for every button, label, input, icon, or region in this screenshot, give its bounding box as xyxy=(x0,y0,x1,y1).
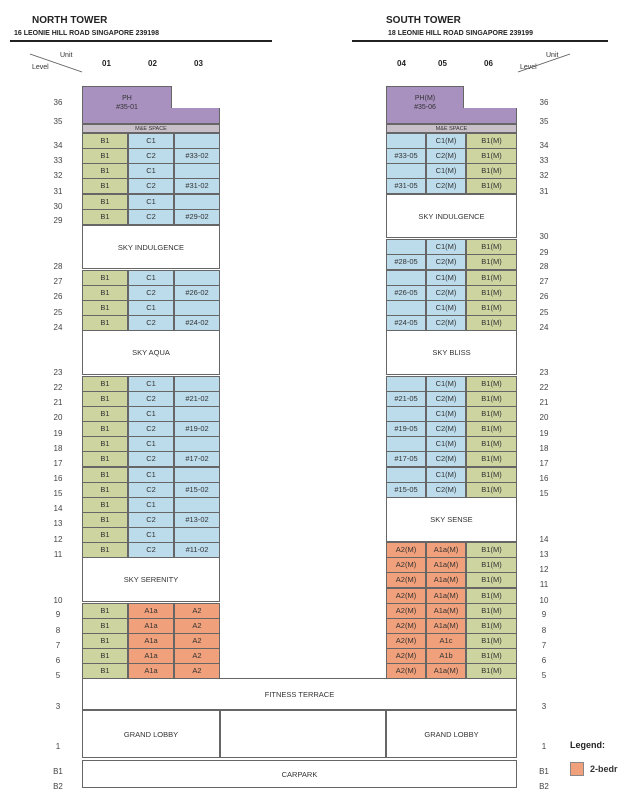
south-unit-cell xyxy=(386,376,426,392)
level-label-left: 11 xyxy=(53,550,63,559)
north-unit-cell: B1 xyxy=(82,178,128,194)
south-unit-label: Unit xyxy=(546,52,559,59)
level-label-right: 35 xyxy=(539,117,549,126)
south-mse-space: M&E SPACE xyxy=(386,124,517,133)
south-level-label: Level xyxy=(520,64,537,71)
north-unit-cell: C1 xyxy=(128,163,174,179)
fitness-terrace: FITNESS TERRACE xyxy=(82,678,517,710)
level-label-right: 3 xyxy=(541,702,547,711)
north-unit-label: Unit xyxy=(60,52,73,59)
north-unit-cell xyxy=(174,527,220,543)
level-label-left: 7 xyxy=(55,641,61,650)
level-label-right: 14 xyxy=(539,535,549,544)
north-unit-cell: B1 xyxy=(82,315,128,331)
north-unit-cell xyxy=(174,467,220,483)
south-unit-cell xyxy=(386,163,426,179)
level-label-left: 26 xyxy=(53,292,63,301)
south-unit-cell: B1(M) xyxy=(466,421,517,437)
south-unit-cell: #26-05 xyxy=(386,285,426,301)
north-unit-cell: B1 xyxy=(82,270,128,286)
level-label-left: 9 xyxy=(55,610,61,619)
level-label-left: 36 xyxy=(53,98,63,107)
north-mse-space: M&E SPACE xyxy=(82,124,220,133)
north-unit-cell: B1 xyxy=(82,436,128,452)
level-label-left: 31 xyxy=(53,187,63,196)
south-unit-cell: C2(M) xyxy=(426,451,466,467)
level-label-right: 17 xyxy=(539,459,549,468)
level-label-left: 21 xyxy=(53,398,63,407)
south-unit-cell: A1a(M) xyxy=(426,588,466,604)
south-unit-cell: A1c xyxy=(426,633,466,649)
level-label-left: 29 xyxy=(53,216,63,225)
south-tower-title: SOUTH TOWER xyxy=(386,15,461,26)
south-unit-cell: B1(M) xyxy=(466,451,517,467)
south-unit-cell: B1(M) xyxy=(466,482,517,498)
sky-indulgence-south: SKY INDULGENCE xyxy=(386,194,517,238)
level-label-right: 12 xyxy=(539,565,549,574)
north-unit-cell: B1 xyxy=(82,285,128,301)
south-unit-cell: C1(M) xyxy=(426,436,466,452)
carpark: CARPARK xyxy=(82,760,517,788)
south-unit-cell xyxy=(386,300,426,316)
north-unit-cell: B1 xyxy=(82,663,128,679)
south-unit-cell: B1(M) xyxy=(466,467,517,483)
south-unit-cell: B1(M) xyxy=(466,285,517,301)
north-unit-cell: B1 xyxy=(82,209,128,225)
north-unit-cell: #19-02 xyxy=(174,421,220,437)
south-unit-cell: B1(M) xyxy=(466,148,517,164)
south-unit-cell: A2(M) xyxy=(386,618,426,634)
north-unit-cell xyxy=(174,300,220,316)
south-unit-cell: B1(M) xyxy=(466,178,517,194)
level-label-right: 7 xyxy=(541,641,547,650)
north-unit-cell: C2 xyxy=(128,482,174,498)
level-label-left: 6 xyxy=(55,656,61,665)
north-unit-cell: C2 xyxy=(128,542,174,558)
south-unit-cell: C2(M) xyxy=(426,421,466,437)
unit-header-06: 06 xyxy=(484,59,493,68)
south-unit-cell: C2(M) xyxy=(426,178,466,194)
south-unit-cell: #24-05 xyxy=(386,315,426,331)
level-label-right: 34 xyxy=(539,141,549,150)
level-label-right: 23 xyxy=(539,368,549,377)
south-unit-cell: #17-05 xyxy=(386,451,426,467)
south-unit-cell: B1(M) xyxy=(466,436,517,452)
level-label-right: 27 xyxy=(539,277,549,286)
north-unit-cell xyxy=(174,133,220,149)
south-penthouse-name: PH(M) xyxy=(414,95,436,102)
legend-title: Legend: xyxy=(570,740,605,750)
level-label-left: 5 xyxy=(55,671,61,680)
level-label-right: 30 xyxy=(539,232,549,241)
north-unit-cell: B1 xyxy=(82,648,128,664)
north-unit-cell: #29-02 xyxy=(174,209,220,225)
south-unit-cell: B1(M) xyxy=(466,270,517,286)
level-label-left: 18 xyxy=(53,444,63,453)
unit-header-03: 03 xyxy=(194,59,203,68)
level-label-right: B1 xyxy=(539,767,549,776)
level-label-left: 19 xyxy=(53,429,63,438)
south-unit-cell: B1(M) xyxy=(466,633,517,649)
north-unit-cell xyxy=(174,376,220,392)
level-label-left: 25 xyxy=(53,308,63,317)
level-label-left: 34 xyxy=(53,141,63,150)
north-unit-cell: C2 xyxy=(128,451,174,467)
north-unit-cell: A1a xyxy=(128,648,174,664)
south-unit-cell: C2(M) xyxy=(426,254,466,270)
north-unit-cell: #21-02 xyxy=(174,391,220,407)
legend-2bedroom-swatch xyxy=(570,762,584,776)
south-unit-cell xyxy=(386,436,426,452)
south-unit-cell: A2(M) xyxy=(386,603,426,619)
south-unit-cell: A2(M) xyxy=(386,542,426,558)
north-unit-cell: C1 xyxy=(128,300,174,316)
south-unit-cell: A2(M) xyxy=(386,648,426,664)
south-unit-cell: #21-05 xyxy=(386,391,426,407)
south-unit-cell: C1(M) xyxy=(426,133,466,149)
sky-bliss: SKY BLISS xyxy=(386,330,517,375)
sky-serenity: SKY SERENITY xyxy=(82,557,220,602)
north-unit-cell: B1 xyxy=(82,633,128,649)
north-unit-cell: #31-02 xyxy=(174,178,220,194)
north-unit-cell: B1 xyxy=(82,542,128,558)
north-unit-cell: B1 xyxy=(82,527,128,543)
north-unit-cell: #11-02 xyxy=(174,542,220,558)
north-unit-cell: #33-02 xyxy=(174,148,220,164)
level-label-right: 8 xyxy=(541,626,547,635)
level-label-right: 25 xyxy=(539,308,549,317)
north-unit-cell: A2 xyxy=(174,633,220,649)
north-unit-cell: C1 xyxy=(128,406,174,422)
level-label-left: 14 xyxy=(53,504,63,513)
south-unit-cell: B1(M) xyxy=(466,542,517,558)
north-unit-cell: B1 xyxy=(82,148,128,164)
level-label-right: 19 xyxy=(539,429,549,438)
level-label-right: 16 xyxy=(539,474,549,483)
north-unit-cell: B1 xyxy=(82,391,128,407)
south-unit-cell: C2(M) xyxy=(426,482,466,498)
level-label-right: 5 xyxy=(541,671,547,680)
south-unit-cell: A1a(M) xyxy=(426,542,466,558)
level-label-left: B2 xyxy=(53,782,63,791)
level-label-right: 10 xyxy=(539,596,549,605)
north-penthouse-name: PH xyxy=(122,95,132,102)
sky-indulgence-north: SKY INDULGENCE xyxy=(82,225,220,269)
south-penthouse-unit: #35-06 xyxy=(414,104,436,111)
south-unit-cell: B1(M) xyxy=(466,239,517,255)
north-unit-cell: C1 xyxy=(128,436,174,452)
north-unit-cell: B1 xyxy=(82,482,128,498)
north-unit-cell: A1a xyxy=(128,603,174,619)
level-label-right: 32 xyxy=(539,171,549,180)
south-unit-cell: C1(M) xyxy=(426,163,466,179)
south-unit-cell: B1(M) xyxy=(466,133,517,149)
level-label-left: 23 xyxy=(53,368,63,377)
north-unit-cell: C1 xyxy=(128,270,174,286)
north-unit-cell xyxy=(174,270,220,286)
north-unit-cell: B1 xyxy=(82,467,128,483)
level-label-left: 10 xyxy=(53,596,63,605)
level-label-left: 3 xyxy=(55,702,61,711)
north-unit-cell: C2 xyxy=(128,285,174,301)
north-unit-cell: C1 xyxy=(128,194,174,210)
south-unit-cell xyxy=(386,133,426,149)
level-label-right: 9 xyxy=(541,610,547,619)
north-unit-cell: B1 xyxy=(82,194,128,210)
north-unit-cell xyxy=(174,194,220,210)
south-unit-cell: B1(M) xyxy=(466,406,517,422)
north-unit-cell: B1 xyxy=(82,406,128,422)
level-label-right: 13 xyxy=(539,550,549,559)
level-label-right: 18 xyxy=(539,444,549,453)
level-label-left: 15 xyxy=(53,489,63,498)
north-tower-title: NORTH TOWER xyxy=(32,15,108,26)
level-label-right: 15 xyxy=(539,489,549,498)
level-label-left: 28 xyxy=(53,262,63,271)
north-level-label: Level xyxy=(32,64,49,71)
north-unit-cell: C2 xyxy=(128,315,174,331)
north-unit-cell: A1a xyxy=(128,663,174,679)
north-unit-cell: B1 xyxy=(82,497,128,513)
level-label-right: 29 xyxy=(539,248,549,257)
legend-2bedroom-label: 2-bedr xyxy=(590,764,618,774)
north-unit-cell: #13-02 xyxy=(174,512,220,528)
south-unit-cell: C1(M) xyxy=(426,239,466,255)
south-unit-cell xyxy=(386,467,426,483)
level-label-right: B2 xyxy=(539,782,549,791)
south-unit-cell: B1(M) xyxy=(466,254,517,270)
north-unit-cell: C2 xyxy=(128,178,174,194)
south-unit-cell: A1a(M) xyxy=(426,603,466,619)
north-unit-cell: C2 xyxy=(128,512,174,528)
north-header-rule xyxy=(10,40,272,42)
south-unit-cell: B1(M) xyxy=(466,163,517,179)
north-unit-cell: C2 xyxy=(128,148,174,164)
level-label-right: 1 xyxy=(541,742,547,751)
south-unit-cell: A2(M) xyxy=(386,557,426,573)
north-unit-cell: A2 xyxy=(174,618,220,634)
level-label-left: 32 xyxy=(53,171,63,180)
south-unit-cell: A1a(M) xyxy=(426,572,466,588)
south-unit-cell: A2(M) xyxy=(386,588,426,604)
level-label-right: 22 xyxy=(539,383,549,392)
level-label-left: 13 xyxy=(53,519,63,528)
south-unit-cell: C2(M) xyxy=(426,285,466,301)
north-unit-cell: C1 xyxy=(128,467,174,483)
level-label-right: 26 xyxy=(539,292,549,301)
south-unit-cell: B1(M) xyxy=(466,618,517,634)
unit-header-05: 05 xyxy=(438,59,447,68)
north-unit-cell: #15-02 xyxy=(174,482,220,498)
north-unit-cell xyxy=(174,497,220,513)
south-unit-cell xyxy=(386,406,426,422)
level-label-left: 30 xyxy=(53,202,63,211)
south-unit-cell: #15-05 xyxy=(386,482,426,498)
level-label-right: 20 xyxy=(539,413,549,422)
south-header-rule xyxy=(352,40,608,42)
north-unit-cell: C1 xyxy=(128,376,174,392)
north-unit-cell: B1 xyxy=(82,376,128,392)
sky-sense: SKY SENSE xyxy=(386,497,517,542)
level-label-right: 33 xyxy=(539,156,549,165)
south-unit-cell: B1(M) xyxy=(466,315,517,331)
south-unit-cell: B1(M) xyxy=(466,300,517,316)
south-unit-cell: A2(M) xyxy=(386,572,426,588)
north-unit-cell: B1 xyxy=(82,300,128,316)
north-unit-cell xyxy=(174,406,220,422)
north-unit-cell: C1 xyxy=(128,133,174,149)
north-unit-cell: #24-02 xyxy=(174,315,220,331)
north-unit-cell: A2 xyxy=(174,663,220,679)
level-label-left: 8 xyxy=(55,626,61,635)
level-label-right: 36 xyxy=(539,98,549,107)
level-label-right: 28 xyxy=(539,262,549,271)
south-unit-cell: #31-05 xyxy=(386,178,426,194)
south-unit-cell: B1(M) xyxy=(466,648,517,664)
level-label-left: 22 xyxy=(53,383,63,392)
north-unit-cell: B1 xyxy=(82,512,128,528)
north-unit-cell: C1 xyxy=(128,497,174,513)
north-unit-cell: A2 xyxy=(174,648,220,664)
south-unit-cell: C2(M) xyxy=(426,391,466,407)
level-label-right: 21 xyxy=(539,398,549,407)
sky-aqua: SKY AQUA xyxy=(82,330,220,375)
north-unit-cell: C2 xyxy=(128,391,174,407)
north-axis-divider xyxy=(28,52,84,74)
south-unit-cell: B1(M) xyxy=(466,588,517,604)
south-unit-cell: B1(M) xyxy=(466,603,517,619)
south-unit-cell: B1(M) xyxy=(466,663,517,679)
north-penthouse-unit: #35-01 xyxy=(116,104,138,111)
level-label-left: 35 xyxy=(53,117,63,126)
south-unit-cell: A2(M) xyxy=(386,633,426,649)
south-unit-cell xyxy=(386,239,426,255)
grand-lobby-south: GRAND LOBBY xyxy=(386,710,517,758)
south-unit-cell: B1(M) xyxy=(466,391,517,407)
north-unit-cell: C2 xyxy=(128,209,174,225)
south-unit-cell: A1a(M) xyxy=(426,663,466,679)
south-axis-divider xyxy=(516,52,572,74)
south-unit-cell: #28-05 xyxy=(386,254,426,270)
south-unit-cell: C1(M) xyxy=(426,467,466,483)
south-unit-cell: C1(M) xyxy=(426,270,466,286)
north-unit-cell: B1 xyxy=(82,163,128,179)
level-label-left: 17 xyxy=(53,459,63,468)
unit-header-02: 02 xyxy=(148,59,157,68)
south-unit-cell: C1(M) xyxy=(426,376,466,392)
south-unit-cell: B1(M) xyxy=(466,572,517,588)
north-unit-cell: B1 xyxy=(82,603,128,619)
level-label-right: 24 xyxy=(539,323,549,332)
level-label-left: 27 xyxy=(53,277,63,286)
level-label-left: 16 xyxy=(53,474,63,483)
level-label-left: 1 xyxy=(55,742,61,751)
south-unit-cell: A1a(M) xyxy=(426,618,466,634)
south-unit-cell: C1(M) xyxy=(426,300,466,316)
south-unit-cell: C1(M) xyxy=(426,406,466,422)
north-unit-cell: B1 xyxy=(82,421,128,437)
lobby-link xyxy=(220,710,386,758)
south-unit-cell xyxy=(386,270,426,286)
north-unit-cell xyxy=(174,163,220,179)
north-unit-cell: B1 xyxy=(82,618,128,634)
south-unit-cell: A1a(M) xyxy=(426,557,466,573)
level-label-right: 6 xyxy=(541,656,547,665)
north-unit-cell: A1a xyxy=(128,618,174,634)
south-unit-cell: B1(M) xyxy=(466,557,517,573)
south-unit-cell: A2(M) xyxy=(386,663,426,679)
south-unit-cell: #19-05 xyxy=(386,421,426,437)
north-unit-cell: A2 xyxy=(174,603,220,619)
south-unit-cell: B1(M) xyxy=(466,376,517,392)
north-unit-cell: C2 xyxy=(128,421,174,437)
north-tower-address: 16 LEONIE HILL ROAD SINGAPORE 239198 xyxy=(14,30,159,37)
south-unit-cell: A1b xyxy=(426,648,466,664)
level-label-left: 24 xyxy=(53,323,63,332)
level-label-left: 20 xyxy=(53,413,63,422)
south-unit-cell: #33-05 xyxy=(386,148,426,164)
south-tower-address: 18 LEONIE HILL ROAD SINGAPORE 239199 xyxy=(388,30,533,37)
level-label-left: B1 xyxy=(53,767,63,776)
level-label-right: 11 xyxy=(539,580,549,589)
north-unit-cell: #26-02 xyxy=(174,285,220,301)
grand-lobby-north: GRAND LOBBY xyxy=(82,710,220,758)
north-unit-cell: B1 xyxy=(82,133,128,149)
level-label-left: 33 xyxy=(53,156,63,165)
unit-header-01: 01 xyxy=(102,59,111,68)
level-label-left: 12 xyxy=(53,535,63,544)
south-unit-cell: C2(M) xyxy=(426,315,466,331)
north-unit-cell: #17-02 xyxy=(174,451,220,467)
north-unit-cell xyxy=(174,436,220,452)
north-unit-cell: A1a xyxy=(128,633,174,649)
north-unit-cell: B1 xyxy=(82,451,128,467)
north-unit-cell: C1 xyxy=(128,527,174,543)
unit-header-04: 04 xyxy=(397,59,406,68)
south-unit-cell: C2(M) xyxy=(426,148,466,164)
level-label-right: 31 xyxy=(539,187,549,196)
